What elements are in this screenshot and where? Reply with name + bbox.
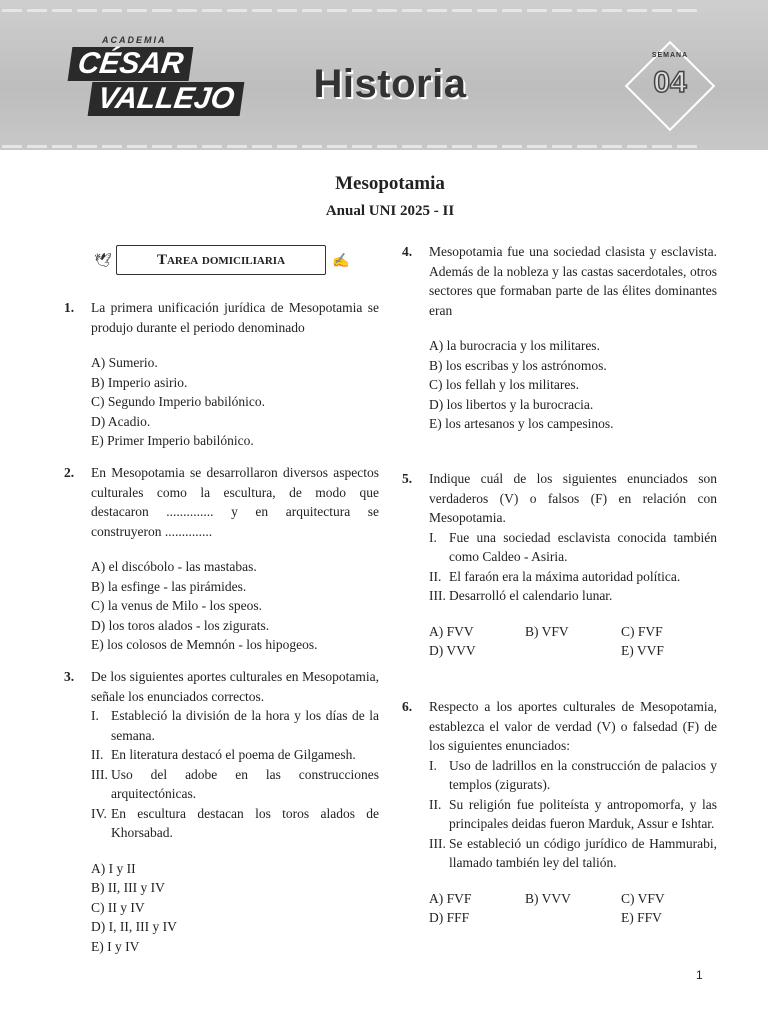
bird-icon: 🕊 [94,254,112,269]
page-number: 1 [696,968,703,982]
strip-mark [127,145,147,148]
strip-mark [452,145,472,148]
options-list [429,336,717,434]
statement-i: I. Estableció la división de la hora y los días de la semana. [91,708,379,743]
strip-mark [127,9,147,12]
logo-line-1: CÉSAR [68,47,194,81]
option-spacer [525,641,621,661]
option-a: A) Sumerio. [91,355,158,370]
options-list [91,353,379,451]
option-e: E) I y IV [91,938,140,954]
option-a: A) I y II [91,860,136,876]
strip-mark [402,9,422,12]
question-5 [402,469,717,661]
option-c: C) II y IV [91,899,145,915]
strip-mark [477,145,497,148]
strip-mark [227,145,247,148]
section-banner [92,245,356,277]
option-b: B) la esfinge - las pirámides. [91,578,247,594]
option-spacer [525,908,621,928]
question-4 [402,242,717,434]
strip-mark [602,9,622,12]
option-d: D) I, II, III y IV [91,919,177,934]
question-text: Indique cuál de los siguientes enunciados son verdaderos (V) o falsos (F) en relación con Mesopotamia. [429,471,717,525]
options-list [91,859,379,957]
strip-mark [377,9,397,12]
option-a: A) la burocracia y los militares. [429,338,600,353]
option-c: C) Segundo Imperio babilónico. [91,394,265,409]
strip-mark [527,145,547,148]
option-d: D) FFF [429,910,470,925]
strip-mark [552,9,572,12]
document-subtitle: Anual UNI 2025 - II [325,203,455,219]
strip-mark [352,145,372,148]
subject-title: Historia [313,62,467,106]
statement-ii: II. En literatura destacó el poema de Gilgamesh. [91,747,356,762]
logo-line-2: VALLEJO [88,82,245,116]
strip-mark [27,9,47,12]
question-6 [402,697,717,928]
strip-mark [302,145,322,148]
statement-iii: III. Se estableció un código jurídico de Hammurabi, llamado también ley del talión. [429,835,717,870]
question-number: 5. [402,471,413,486]
strip-mark [327,9,347,12]
strip-mark [27,145,47,148]
option-e: E) los artesanos y los campesinos. [429,416,614,431]
logo-academy-text: ACADEMIA [102,35,167,45]
strip-mark [102,9,122,12]
option-b: B) los escribas y los astrónomos. [429,357,607,373]
decorative-strip-top [0,2,768,12]
strip-mark [252,9,272,12]
strip-mark [277,9,297,12]
decorative-strip-bottom [0,138,768,148]
strip-mark [652,145,672,148]
statement-iv: IV. En escultura destacan los toros alados de Khorsabad. [91,805,379,840]
strip-mark [52,9,72,12]
option-b: B) II, III y IV [91,880,165,895]
strip-mark [377,145,397,148]
strip-mark [352,9,372,12]
statement-i: I. Uso de ladrillos en la construcción de palacios y templos (zigurats). [429,757,717,792]
strip-mark [627,145,647,148]
option-b: B) VVV [525,890,571,906]
strip-mark [402,145,422,148]
strip-mark [577,145,597,148]
option-c: C) los fellah y los militares. [429,377,579,392]
strip-mark [602,145,622,148]
option-d: D) los toros alados - los zigurats. [91,617,270,633]
option-d: D) los libertos y la burocracia. [429,396,594,412]
statements-list [429,756,717,873]
strip-mark [427,9,447,12]
strip-mark [552,145,572,148]
strip-mark [577,9,597,12]
strip-mark [302,9,322,12]
strip-mark [327,145,347,148]
option-e: E) VVF [621,643,664,658]
strip-mark [152,145,172,148]
strip-mark [52,145,72,148]
strip-mark [652,9,672,12]
strip-mark [102,145,122,148]
question-text: De los siguientes aportes culturales en Mesopotamia, señale los enunciados correctos. [91,669,379,704]
question-1 [64,298,379,451]
strip-mark [2,145,22,148]
option-a: A) FVV [429,623,474,639]
academy-logo [62,35,237,117]
option-a: A) FVF [429,890,472,906]
strip-mark [152,9,172,12]
statement-iii: III. Desarrolló el calendario lunar. [429,588,613,603]
options-grid [429,889,717,928]
statement-ii: II. El faraón era la máxima autoridad política. [429,568,681,584]
option-c: C) la venus de Milo - los speos. [91,598,262,613]
study-desk-icon: ✍ [332,254,350,269]
question-text: En Mesopotamia se desarrollaron diversos aspectos culturales como la escultura, de modo que destacaron .............. y en arquitectura se construyeron .............. [91,465,379,539]
question-number: 2. [64,465,75,480]
option-b: B) VFV [525,623,569,639]
section-title: Tarea domiciliaria [116,245,326,275]
strip-mark [202,145,222,148]
options-grid [429,622,717,661]
option-a: A) el discóbolo - las mastabas. [91,559,257,574]
option-e: E) los colosos de Memnón - los hipogeos. [91,637,318,652]
week-label: SEMANA [651,52,689,59]
week-badge [622,38,718,134]
document-title: Mesopotamia [335,173,445,194]
question-text: La primera unificación jurídica de Mesopotamia se produjo durante el periodo denominado [91,300,379,335]
statement-ii: II. Su religión fue politeísta y antropomorfa, y las principales deidas fueron Marduk, Assur e Ishtar. [429,796,717,831]
strip-mark [677,9,697,12]
question-number: 3. [64,669,75,684]
strip-mark [502,145,522,148]
question-number: 6. [402,699,413,714]
question-number: 4. [402,244,413,259]
strip-mark [477,9,497,12]
strip-mark [252,145,272,148]
strip-mark [277,145,297,148]
question-number: 1. [64,300,75,315]
question-text: Mesopotamia fue una sociedad clasista y esclavista. Además de la nobleza y las castas sacerdotales, otros sectores que formaban parte de las élites dominantes eran [429,244,717,318]
option-c: C) VFV [621,890,665,906]
question-2 [64,463,379,655]
option-c: C) FVF [621,623,663,639]
statements-list [91,706,379,843]
statement-i: I. Fue una sociedad esclavista conocida también como Caldeo - Asiria. [429,529,717,564]
strip-mark [677,145,697,148]
strip-mark [177,145,197,148]
option-e: E) Primer Imperio babilónico. [91,433,254,448]
option-b: B) Imperio asirio. [91,374,188,390]
question-text: Respecto a los aportes culturales de Mesopotamia, establezca el valor de verdad (V) o falsedad (F) de los siguientes enunciados: [429,699,717,753]
option-d: D) VVV [429,643,476,658]
strip-mark [77,9,97,12]
strip-mark [202,9,222,12]
strip-mark [452,9,472,12]
strip-mark [627,9,647,12]
question-3 [64,667,379,956]
header-banner [0,0,768,150]
week-number: 04 [653,66,687,99]
strip-mark [502,9,522,12]
options-list [91,557,379,655]
strip-mark [427,145,447,148]
strip-mark [77,145,97,148]
statement-iii: III. Uso del adobe en las construcciones arquitectónicas. [91,766,379,801]
strip-mark [227,9,247,12]
strip-mark [527,9,547,12]
strip-mark [177,9,197,12]
statements-list [429,528,717,606]
option-e: E) FFV [621,910,662,925]
option-d: D) Acadio. [91,413,151,429]
strip-mark [2,9,22,12]
